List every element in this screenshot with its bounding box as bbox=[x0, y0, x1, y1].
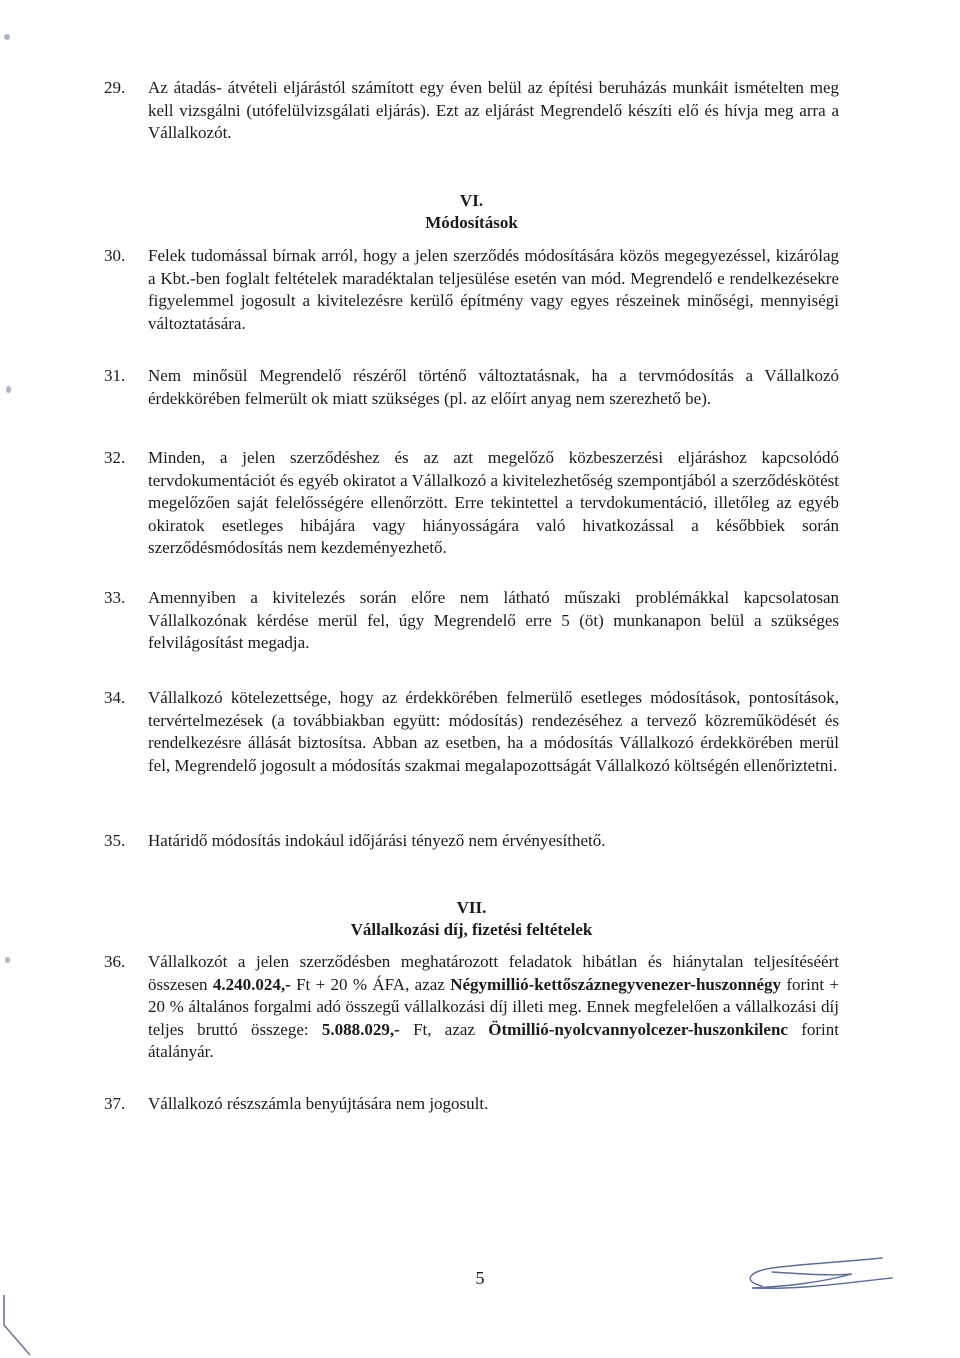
text-segment: forint + 20 % általános forgalmi adó összegű vállalkozási díj illeti meg. Ennek megfelelően a vállalkozási díj teljes bruttó összege: bbox=[148, 974, 840, 1039]
paragraph-number: 31. bbox=[104, 366, 126, 385]
text-segment: Ft, azaz bbox=[399, 1019, 489, 1039]
text-segment: forint átalányár. bbox=[148, 1019, 839, 1061]
paragraph-text: Felek tudomással bírnak arról, hogy a jelen szerződés módosítására közös megegyezéssel, kizárólag a Kbt.-ben foglalt feltételek maradéktalan teljesülése esetén van mód. Megrendelő e rendelkezésekre figyelemmel jogosult a kivitelezésre kerülő építmény vagy egyes részeinek minőségi, mennyiségi változtatására. bbox=[148, 246, 839, 333]
paragraph-text: Minden, a jelen szerződéshez és az azt megelőző közbeszerzési eljáráshoz kapcsolódó tervdokumentációt és egyéb okiratot a Vállalkozó a kivitelezhetőség szempontjából a szerződéskötést megelőzően saját felelősségére ellenőrzött. Erre tekintettel a tervdokumentáció, illetőleg az egyéb okiratok esetleges hibájára vagy hiányosságára való hivatkozással a későbbiek során szerződésmódosítás nem kezdeményezhető. bbox=[148, 448, 839, 557]
gross-amount-words: Ötmillió-nyolcvannyolcezer-huszonkilenc bbox=[488, 1019, 788, 1039]
paragraph-text: Határidő módosítás indokául időjárási tényező nem érvényesíthető. bbox=[148, 831, 606, 850]
corner-mark bbox=[0, 1295, 40, 1358]
text-segment: Ft + 20 % ÁFA, azaz bbox=[290, 974, 451, 994]
paragraph-number: 36. bbox=[104, 952, 126, 971]
paragraph-number: 37. bbox=[104, 1094, 126, 1113]
paragraph-text: Az átadás- átvételi eljárástól számított egy éven belül az építési beruházás munkáit ismételten meg kell vizsgálni (utófelülvizsgálati eljárás). Ezt az eljárást Megrendelő készíti elő és hívja meg arra a Vállalkozót. bbox=[148, 78, 839, 142]
paragraph-text: Nem minősül Megrendelő részéről történő változtatásnak, ha a tervmódosítás a Vállalkozó érdekkörében felmerült ok miatt szükséges (pl. az előírt anyag nem szerezhető be). bbox=[148, 366, 839, 408]
section-number: VII. bbox=[456, 898, 487, 917]
paragraph-text bbox=[148, 951, 839, 1064]
paragraph-number: 32. bbox=[104, 448, 126, 467]
text-segment: Vállalkozót a jelen szerződésben meghatározott feladatok hibátlan és hiánytalan teljesítéséért összesen bbox=[148, 952, 839, 994]
paragraph-number: 33. bbox=[104, 588, 126, 607]
page-number: 5 bbox=[475, 1268, 485, 1288]
scan-dot bbox=[6, 386, 11, 393]
section-title: Vállalkozási díj, fizetési feltételek bbox=[350, 920, 593, 939]
paragraph-number: 34. bbox=[104, 688, 126, 707]
paragraph-number: 30. bbox=[104, 246, 126, 265]
net-amount: 4.240.024,- bbox=[212, 974, 291, 994]
paragraph-text: Vállalkozó részszámla benyújtására nem jogosult. bbox=[148, 1094, 489, 1113]
section-title: Módosítások bbox=[425, 213, 518, 232]
paragraph-number: 29. bbox=[104, 78, 126, 97]
paragraph-text: Vállalkozó kötelezettsége, hogy az érdekkörében felmerülő esetleges módosítások, pontosítások, tervértelmezések (a továbbiakban együtt: módosítás) rendezéséhez a tervező közreműködését és rendelkezésre állását biztosítsa. Abban az esetben, ha a módosítás Vállalkozó érdekkörében merül fel, Megrendelő jogosult a módosítás szakmai megalapozottságát Vállalkozó költségén ellenőriztetni. bbox=[148, 688, 839, 775]
signature-mark bbox=[732, 1252, 897, 1302]
net-amount-words: Négymillió-kettőszáznegyvenezer-huszonnégy bbox=[450, 974, 781, 994]
paragraph-text: Amennyiben a kivitelezés során előre nem látható műszaki problémákkal kapcsolatosan Vállalkozónak kérdése merül fel, úgy Megrendelő erre 5 (öt) munkanapon belül a szükséges felvilágosítást megadja. bbox=[148, 588, 839, 652]
scan-dot bbox=[4, 34, 10, 40]
section-number: VI. bbox=[459, 191, 484, 210]
scan-dot bbox=[5, 957, 10, 963]
gross-amount: 5.088.029,- bbox=[321, 1019, 400, 1039]
paragraph-number: 35. bbox=[104, 831, 126, 850]
